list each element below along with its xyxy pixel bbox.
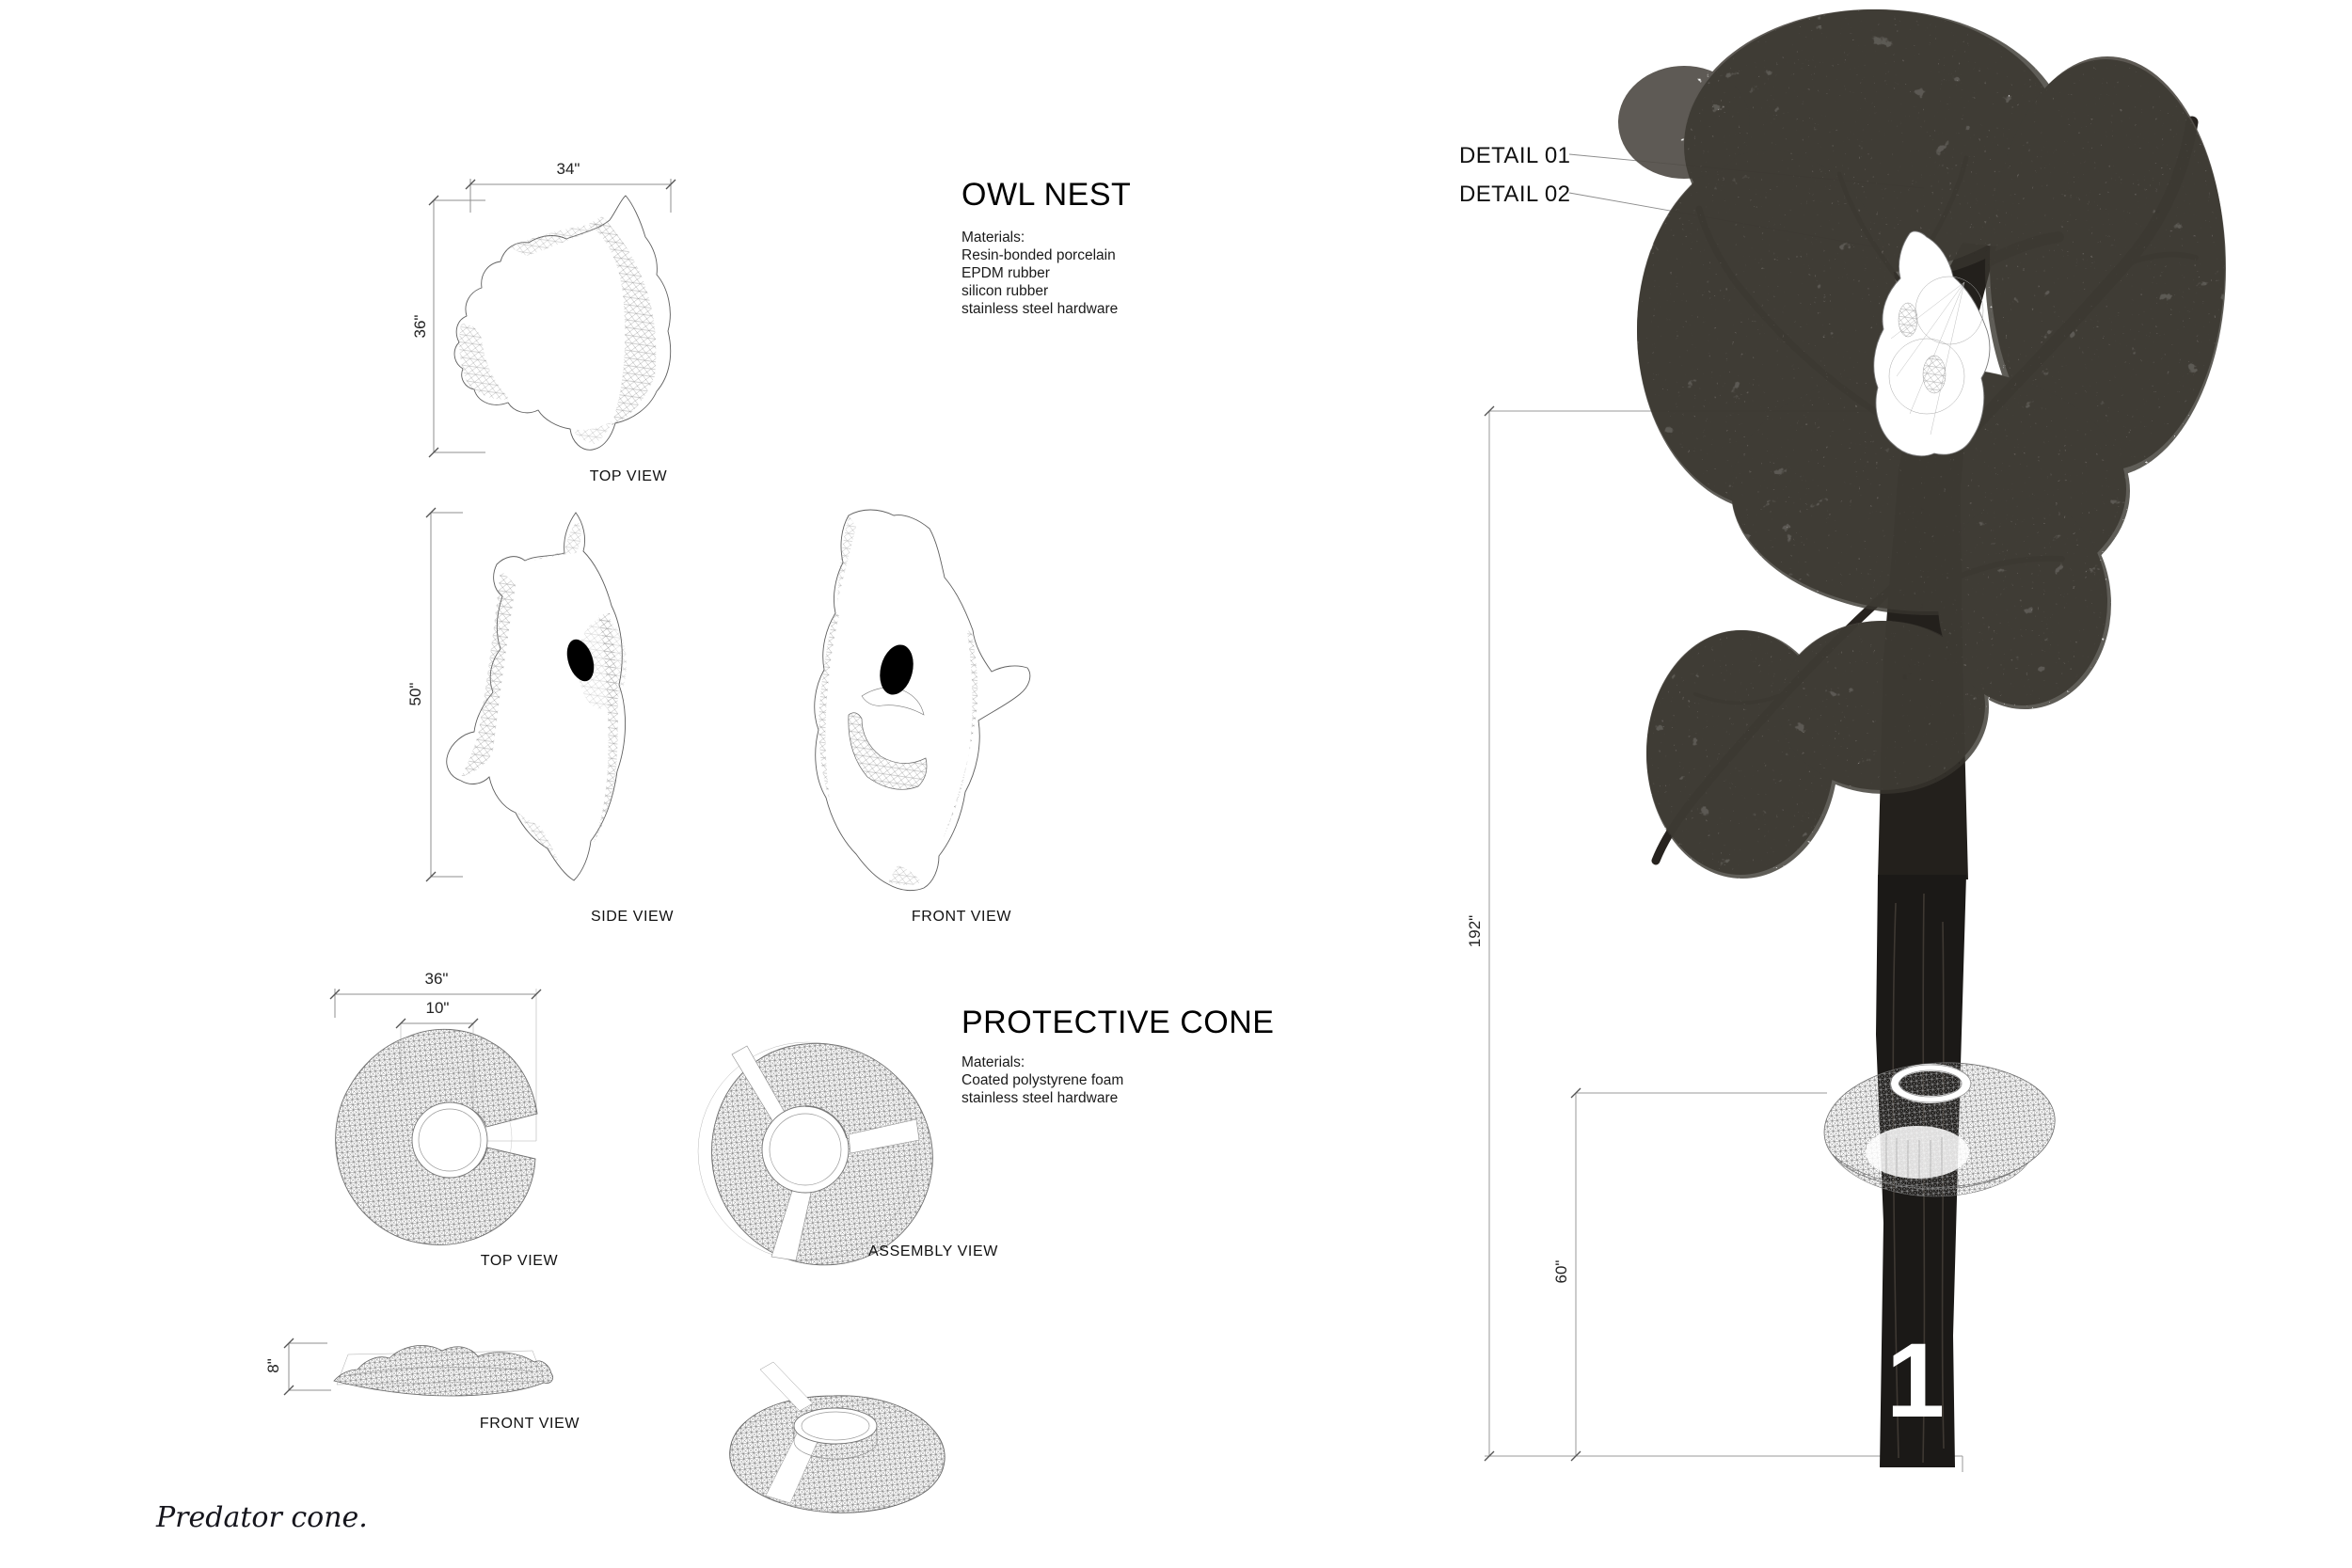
dim-cone-outer: 36" (424, 970, 449, 988)
owl-nest-top-view-drawing (429, 179, 675, 457)
owl-nest-front-view-drawing (815, 510, 1030, 891)
owl-nest-material-item: EPDM rubber (961, 265, 1050, 281)
cone-top-view-drawing (330, 989, 541, 1245)
owl-nest-material-item: Resin-bonded porcelain (961, 247, 1116, 263)
label-cone-front-view: FRONT VIEW (479, 1416, 580, 1432)
cone-front-view-drawing (284, 1338, 553, 1396)
cone-material-item: stainless steel hardware (961, 1090, 1119, 1106)
owl-nest-materials-label: Materials: (961, 230, 1025, 245)
label-nest-side-view: SIDE VIEW (590, 909, 675, 925)
cone-title: PROTECTIVE CONE (961, 1005, 1275, 1040)
dim-tree-height: 192" (1466, 914, 1484, 948)
dim-nest-top-height: 36" (411, 314, 429, 339)
owl-nest-side-view-drawing (426, 508, 627, 881)
label-cone-assembly-view: ASSEMBLY VIEW (868, 1243, 998, 1259)
detail-01-label: DETAIL 01 (1459, 143, 1571, 168)
cone-perspective-view-drawing (730, 1362, 945, 1513)
dim-nest-side-height: 50" (406, 682, 424, 706)
dim-cone-mount-height: 60" (1552, 1259, 1570, 1284)
owl-nest-material-item: silicon rubber (961, 283, 1049, 299)
cone-materials-label: Materials: (961, 1054, 1025, 1070)
dim-nest-top-width: 34" (556, 160, 580, 178)
label-cone-top-view: TOP VIEW (480, 1253, 559, 1269)
cone-material-item: Coated polystyrene foam (961, 1072, 1124, 1088)
label-nest-top-view: TOP VIEW (589, 468, 668, 484)
dim-cone-height: 8" (264, 1358, 282, 1373)
cone-on-tree-drawing (1824, 1063, 2055, 1196)
sheet-caption: Predator cone. (156, 1501, 368, 1534)
dim-cone-inner: 10" (425, 999, 450, 1017)
owl-nest-material-item: stainless steel hardware (961, 301, 1119, 317)
owl-nest-title: OWL NEST (961, 177, 1132, 213)
tree-elevation (1618, 9, 2226, 1467)
cone-assembly-view-drawing (698, 1042, 932, 1265)
tree-marker-number: 1 (1885, 1322, 1946, 1439)
detail-02-label: DETAIL 02 (1459, 182, 1571, 207)
label-nest-front-view: FRONT VIEW (911, 909, 1012, 925)
